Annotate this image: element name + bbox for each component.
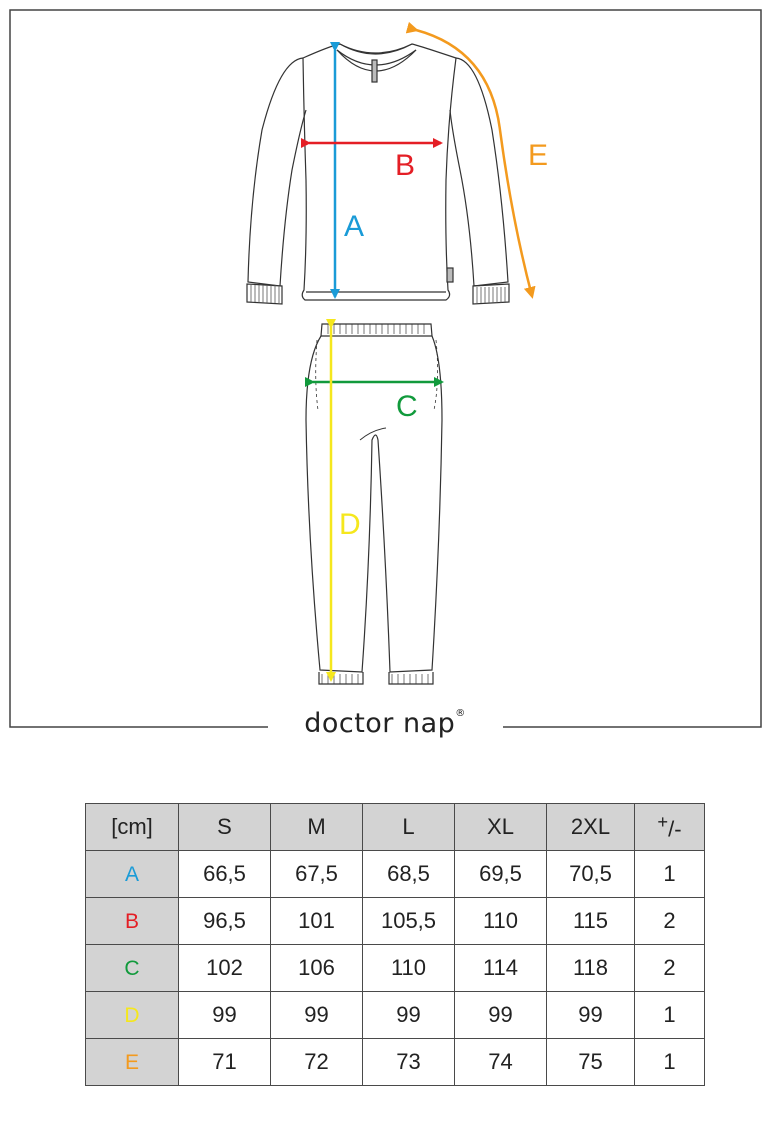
table-cell: 110 (455, 898, 547, 945)
table-row (86, 1039, 705, 1086)
unit-header: [cm] (86, 804, 179, 851)
label-e: E (528, 139, 549, 172)
table-cell: 115 (547, 898, 635, 945)
table-row (86, 898, 705, 945)
table-cell: 110 (363, 945, 455, 992)
table-cell: 101 (271, 898, 363, 945)
table-cell: 118 (547, 945, 635, 992)
tolerance-cell: 2 (635, 898, 705, 945)
size-header: 2XL (547, 804, 635, 851)
table-cell: 99 (363, 992, 455, 1039)
label-c: C (396, 390, 418, 423)
size-header: L (363, 804, 455, 851)
row-key: B (86, 898, 179, 945)
tolerance-header (635, 804, 705, 851)
rib-texture (251, 285, 505, 684)
table-cell: 114 (455, 945, 547, 992)
table-row (86, 945, 705, 992)
table-cell: 67,5 (271, 851, 363, 898)
table-cell: 71 (179, 1039, 271, 1086)
table-cell: 106 (271, 945, 363, 992)
table-cell: 74 (455, 1039, 547, 1086)
brand-mark: ® (455, 708, 466, 719)
table-cell: 69,5 (455, 851, 547, 898)
size-header: M (271, 804, 363, 851)
sweatshirt-drawing (247, 44, 509, 304)
row-key: C (86, 945, 179, 992)
table-cell: 73 (363, 1039, 455, 1086)
label-d: D (339, 508, 361, 541)
tolerance-cell: 1 (635, 851, 705, 898)
row-key: E (86, 1039, 179, 1086)
table-cell: 68,5 (363, 851, 455, 898)
tolerance-cell: 2 (635, 945, 705, 992)
table-row (86, 992, 705, 1039)
size-header: XL (455, 804, 547, 851)
table-cell: 99 (179, 992, 271, 1039)
tolerance-cell: 1 (635, 1039, 705, 1086)
size-table (85, 803, 705, 1086)
brand-name: doctor nap (304, 708, 456, 739)
table-cell: 66,5 (179, 851, 271, 898)
pants-drawing (306, 324, 442, 684)
table-cell: 105,5 (363, 898, 455, 945)
label-b: B (395, 149, 416, 182)
row-key: A (86, 851, 179, 898)
table-cell: 96,5 (179, 898, 271, 945)
brand-logo (270, 700, 500, 740)
tolerance-minus: /- (668, 816, 682, 842)
table-cell: 99 (455, 992, 547, 1039)
size-header: S (179, 804, 271, 851)
table-cell: 99 (547, 992, 635, 1039)
label-a: A (344, 210, 365, 243)
table-cell: 72 (271, 1039, 363, 1086)
table-header-row (86, 804, 705, 851)
table-cell: 99 (271, 992, 363, 1039)
table-cell: 102 (179, 945, 271, 992)
tolerance-plus: + (657, 811, 669, 833)
row-key: D (86, 992, 179, 1039)
tolerance-cell: 1 (635, 992, 705, 1039)
table-cell: 70,5 (547, 851, 635, 898)
table-cell: 75 (547, 1039, 635, 1086)
table-row (86, 851, 705, 898)
